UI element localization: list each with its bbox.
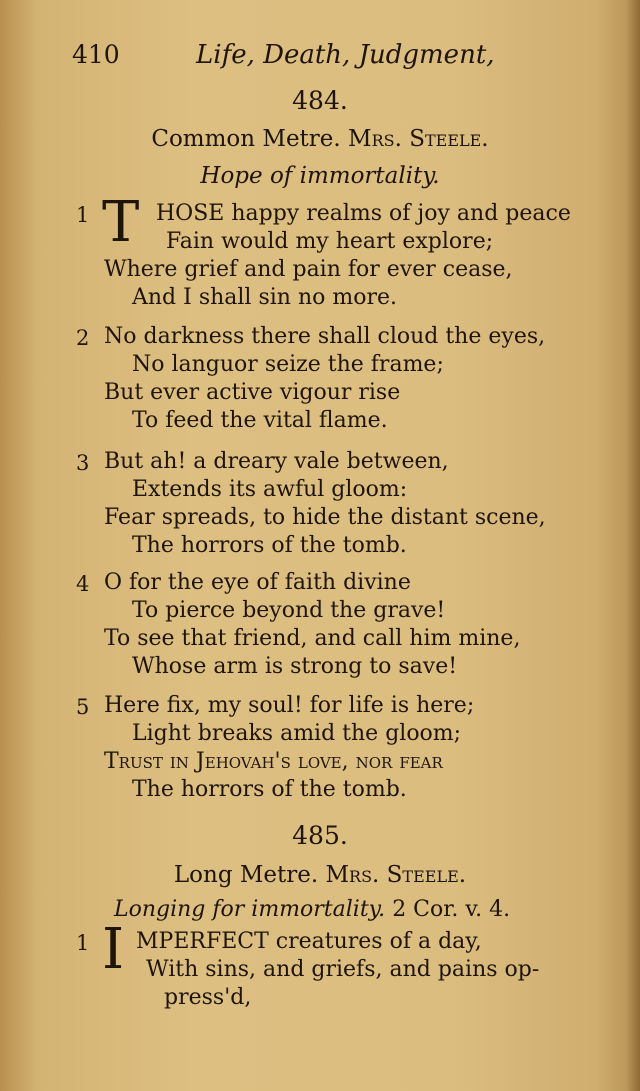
verse-number: 4 bbox=[76, 572, 90, 596]
hymn-meter: Long Metre. bbox=[173, 862, 319, 888]
running-title: Life, Death, Judgment, bbox=[196, 40, 495, 70]
verse-line: To pierce beyond the grave! bbox=[132, 598, 446, 623]
verse-line: The horrors of the tomb. bbox=[132, 777, 407, 802]
verse-line: MPERFECT creatures of a day, bbox=[136, 929, 482, 954]
drop-cap: T bbox=[102, 190, 140, 255]
verse-number: 1 bbox=[76, 931, 90, 955]
verse-line: With sins, and griefs, and pains op- bbox=[146, 957, 540, 982]
page-number: 410 bbox=[72, 40, 120, 69]
verse-number: 3 bbox=[76, 451, 90, 475]
verse-number: 5 bbox=[76, 695, 90, 719]
verse-line: But ever active vigour rise bbox=[104, 380, 401, 405]
verse-line: No darkness there shall cloud the eyes, bbox=[104, 324, 546, 349]
verse-line: To see that friend, and call him mine, bbox=[104, 626, 521, 651]
hymn-author: Mrs. Steele. bbox=[348, 126, 489, 152]
verse-line: Extends its awful gloom: bbox=[132, 477, 408, 502]
hymn-subject: Hope of immortality. bbox=[200, 163, 440, 189]
hymn-meter: Common Metre. bbox=[151, 126, 341, 152]
verse-line: No languor seize the frame; bbox=[132, 352, 444, 377]
verse-line: Trust in Jehovah's love, nor fear bbox=[104, 749, 443, 774]
hymn-meter-author bbox=[0, 126, 640, 152]
hymn-number: 485. bbox=[292, 821, 348, 850]
verse-line: O for the eye of faith divine bbox=[104, 570, 411, 595]
verse-number: 1 bbox=[76, 203, 90, 227]
hymn-subject-line bbox=[114, 897, 510, 922]
verse-line: Here fix, my soul! for life is here; bbox=[104, 693, 475, 718]
hymn-meter-author bbox=[0, 862, 640, 888]
scripture-reference: 2 Cor. v. 4. bbox=[392, 897, 511, 922]
verse-line: The horrors of the tomb. bbox=[132, 533, 407, 558]
hymn-author: Mrs. Steele. bbox=[325, 862, 467, 888]
verse-line: Fear spreads, to hide the distant scene, bbox=[104, 505, 546, 530]
verse-line: press'd, bbox=[164, 985, 252, 1010]
verse-line: But ah! a dreary vale between, bbox=[104, 449, 449, 474]
verse-line: Fain would my heart explore; bbox=[166, 229, 494, 254]
verse-line: Whose arm is strong to save! bbox=[132, 654, 458, 679]
drop-cap: I bbox=[102, 917, 125, 982]
hymn-subject: Longing for immortality. bbox=[114, 897, 386, 922]
verse-line: And I shall sin no more. bbox=[132, 285, 397, 310]
hymn-number: 484. bbox=[292, 86, 348, 115]
verse-line: Light breaks amid the gloom; bbox=[132, 721, 462, 746]
verse-line: Where grief and pain for ever cease, bbox=[104, 257, 513, 282]
verse-number: 2 bbox=[76, 326, 90, 350]
verse-line: HOSE happy realms of joy and peace bbox=[156, 201, 571, 226]
verse-line: To feed the vital flame. bbox=[132, 408, 388, 433]
